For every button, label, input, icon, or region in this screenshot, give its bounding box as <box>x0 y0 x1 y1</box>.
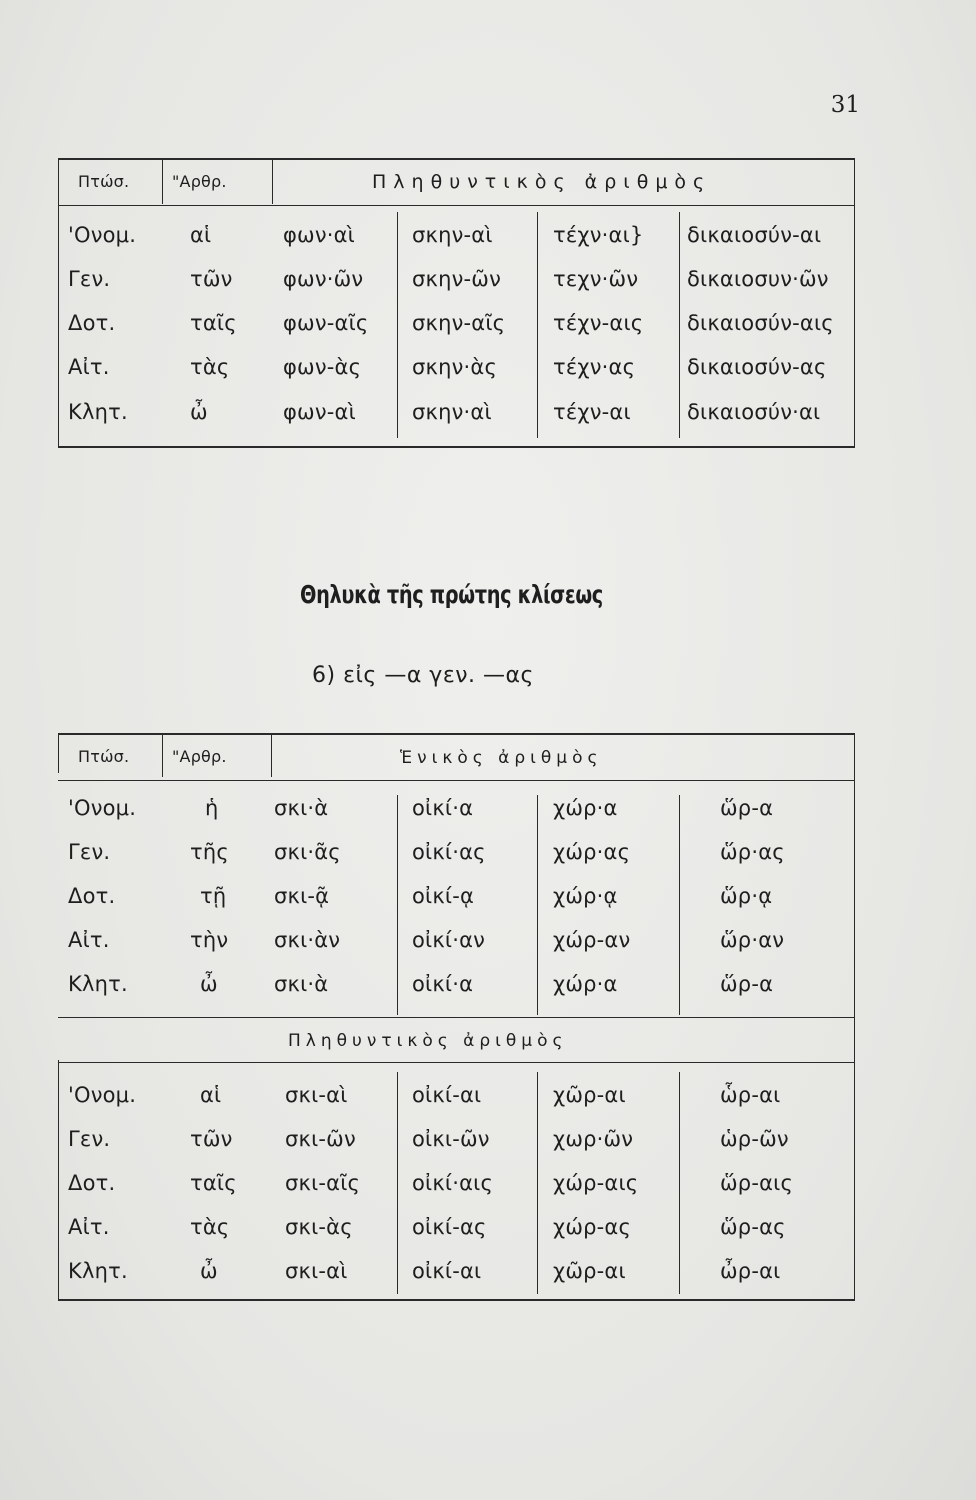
article: τῶν <box>190 1127 233 1151</box>
article: ὦ <box>190 400 208 424</box>
table2-header-divider-2 <box>271 733 272 777</box>
table2-pl-col-divider-3 <box>679 1072 680 1294</box>
table2-left-rule-bottom <box>58 1060 59 1300</box>
form-hora: ὥρ-αις <box>720 1171 793 1195</box>
form-techne: τέχν-αι <box>553 400 631 424</box>
form-chora: χῶρ-αι <box>553 1259 626 1283</box>
article: τῇ <box>200 884 227 908</box>
form-skia: σκι·ὰν <box>274 928 341 952</box>
case-label: Κλητ. <box>68 972 128 996</box>
table1-group-title: Πληθυντικὸς ἀριθμὸς <box>372 171 712 193</box>
form-oikia: οἰκί·αν <box>412 928 486 952</box>
form-techne: τέχν·ας <box>553 355 636 379</box>
form-hora: ὡρ-ῶν <box>720 1127 789 1151</box>
form-dikaiosyne: δικαιοσύν-αι <box>687 223 822 247</box>
form-hora: ὧρ-αι <box>720 1083 781 1107</box>
case-label: Δοτ. <box>68 884 116 908</box>
article: ταῖς <box>190 311 237 335</box>
article: τὰς <box>190 355 230 379</box>
form-chora: χώρ·ας <box>553 840 631 864</box>
article: τὴν <box>190 928 229 952</box>
case-label: Δοτ. <box>68 1171 116 1195</box>
form-techne: τεχν·ῶν <box>553 267 639 291</box>
table2-header-rule <box>58 780 854 781</box>
page-number: 31 <box>830 92 860 118</box>
form-phone: φων-αῖς <box>283 311 369 335</box>
table1-col-divider-3 <box>679 212 680 438</box>
case-label: 'Ονομ. <box>68 796 137 820</box>
form-chora: χῶρ-αι <box>553 1083 626 1107</box>
form-oikia: οἰκί-ᾳ <box>412 884 475 908</box>
form-chora: χώρ-αν <box>553 928 631 952</box>
form-oikia: οἰκί·α <box>412 972 474 996</box>
form-skia: σκι·ὰ <box>274 972 329 996</box>
case-label: Δοτ. <box>68 311 116 335</box>
form-dikaiosyne: δικαιοσυν·ῶν <box>687 267 829 291</box>
form-oikia: οἰκί·α <box>412 796 474 820</box>
article: αἱ <box>190 223 212 247</box>
case-label: 'Ονομ. <box>68 1083 137 1107</box>
section-subheading: 6) εἰς —α γεν. —ας <box>312 663 534 688</box>
table2-left-rule-top <box>58 733 59 773</box>
form-hora: ὦρ-αι <box>720 1259 781 1283</box>
form-skene: σκην·ὰς <box>412 355 497 379</box>
form-chora: χώρ·ᾳ <box>553 884 618 908</box>
table1-left-rule <box>58 158 59 448</box>
table2-bottom-rule <box>58 1299 854 1301</box>
form-hora: ὥρ-α <box>720 972 774 996</box>
form-skene: σκην-αὶ <box>412 223 493 247</box>
table1-header-divider-1 <box>162 158 163 204</box>
form-phone: φων-αὶ <box>283 400 356 424</box>
table1-right-rule <box>854 158 855 448</box>
form-hora: ὥρ·ας <box>720 840 785 864</box>
case-label: Αἰτ. <box>68 355 110 379</box>
table1-col-case-header: Πτώσ. <box>78 172 130 191</box>
form-techne: τέχν-αις <box>553 311 644 335</box>
plural-title: Πληθυντικὸς ἀριθμὸς <box>288 1031 568 1051</box>
form-hora: ὥρ-α <box>720 796 774 820</box>
article: τῶν <box>190 267 233 291</box>
singular-title: Ἑνικὸς ἀριθμὸς <box>400 748 603 768</box>
form-skia: σκι·ᾶς <box>274 840 341 864</box>
form-dikaiosyne: δικαιοσύν·αι <box>687 400 821 424</box>
article: αἱ <box>200 1083 222 1107</box>
table1-col-divider-2 <box>537 212 538 438</box>
form-chora: χώρ-αις <box>553 1171 639 1195</box>
table2-col-case-header: Πτώσ. <box>78 747 130 766</box>
form-skia: σκι-αῖς <box>285 1171 361 1195</box>
case-label: Αἰτ. <box>68 928 110 952</box>
article: τῆς <box>190 840 229 864</box>
form-hora: ὥρ-ας <box>720 1215 786 1239</box>
form-skia: σκι-αὶ <box>285 1083 348 1107</box>
case-label: Γεν. <box>68 840 111 864</box>
form-skene: σκην·αὶ <box>412 400 492 424</box>
case-label: 'Ονομ. <box>68 223 137 247</box>
form-phone: φων-ὰς <box>283 355 362 379</box>
article: ταῖς <box>190 1171 237 1195</box>
form-skene: σκην-αῖς <box>412 311 506 335</box>
table1-col-article-header: "Αρθρ. <box>172 172 227 191</box>
table2-top-rule <box>58 733 854 735</box>
form-oikia: οἰκί-ας <box>412 1215 487 1239</box>
table2-col-article-header: "Αρθρ. <box>172 747 227 766</box>
form-dikaiosyne: δικαιοσύν-αις <box>687 311 834 335</box>
form-techne: τέχν·αι} <box>553 223 644 247</box>
table1-top-rule <box>58 158 854 160</box>
form-chora: χώρ-ας <box>553 1215 631 1239</box>
form-dikaiosyne: δικαιοσύν-ας <box>687 355 827 379</box>
article: ἡ <box>205 796 219 820</box>
case-label: Κλητ. <box>68 1259 128 1283</box>
table2-sg-col-divider-2 <box>537 795 538 1015</box>
form-chora: χώρ·α <box>553 796 618 820</box>
table2-plural-header-rule <box>58 1062 854 1063</box>
case-label: Γεν. <box>68 267 111 291</box>
article: τὰς <box>190 1215 230 1239</box>
form-chora: χωρ·ῶν <box>553 1127 634 1151</box>
table1-col-divider-1 <box>397 212 398 438</box>
form-hora: ὥρ·αν <box>720 928 785 952</box>
table1-header-divider-2 <box>272 158 273 204</box>
article: ὦ <box>200 972 218 996</box>
section-heading: Θηλυκὰ τῆς πρώτης κλίσεως <box>300 580 603 609</box>
form-oikia: οἰκι-ῶν <box>412 1127 490 1151</box>
case-label: Κλητ. <box>68 400 128 424</box>
table2-right-rule <box>854 733 855 1301</box>
form-hora: ὥρ·ᾳ <box>720 884 773 908</box>
table2-sg-col-divider-3 <box>679 795 680 1015</box>
form-oikia: οἰκί-αι <box>412 1083 482 1107</box>
case-label: Αἰτ. <box>68 1215 110 1239</box>
form-chora: χώρ·α <box>553 972 618 996</box>
table2-mid-rule <box>58 1017 854 1018</box>
form-skia: σκι-αὶ <box>285 1259 348 1283</box>
table2-pl-col-divider-1 <box>397 1072 398 1294</box>
table1-bottom-rule <box>58 446 854 448</box>
form-oikia: οἰκί·αις <box>412 1171 493 1195</box>
article: ὦ <box>200 1259 218 1283</box>
form-phone: φων·αὶ <box>283 223 355 247</box>
form-skia: σκι-ὰς <box>285 1215 353 1239</box>
form-phone: φων·ῶν <box>283 267 364 291</box>
form-skia: σκι·ὰ <box>274 796 329 820</box>
form-oikia: οἰκί·ας <box>412 840 486 864</box>
form-oikia: οἰκί-αι <box>412 1259 482 1283</box>
table2-pl-col-divider-2 <box>537 1072 538 1294</box>
table2-header-divider-1 <box>162 733 163 777</box>
table2-sg-col-divider-1 <box>397 795 398 1015</box>
table1-header-rule <box>58 205 854 206</box>
case-label: Γεν. <box>68 1127 111 1151</box>
form-skia: σκι-ῶν <box>285 1127 356 1151</box>
form-skene: σκην-ῶν <box>412 267 502 291</box>
form-skia: σκι-ᾷ <box>274 884 330 908</box>
